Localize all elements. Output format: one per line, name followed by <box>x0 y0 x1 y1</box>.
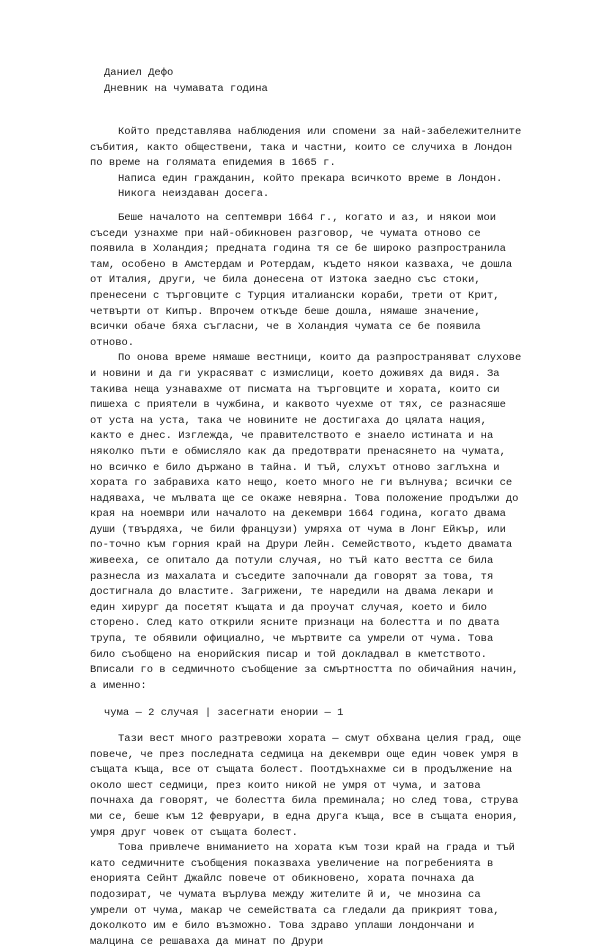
book-title: Дневник на чумавата година <box>104 83 268 95</box>
intro-paragraph: Никога неиздаван досега. <box>118 188 270 201</box>
intro-paragraph: Който представлява наблюдения или спомени за най-забележителните събития, както обществени, така и частни, които се случиха в Лондон по време на голямата епидемия в 1665 г. <box>90 126 522 170</box>
body-paragraph: По онова време нямаше вестници, които да разпространяват слухове и новини и да ги украсяват с измислици, което доживях да видя. За такива неща узнавахме от писмата на търговците и хората, които си пишеха с приятели в чужбина, и каквото чуехме от тях, се разнасяше от уста на уста, така че новините не достигаха до цялата нация, както е днес. Изглежда, че правителството е знаело истината и на няколко пъти е обмисляло как да предотврати пренасянето на чумата, но всичко е било държано в тайна. И тъй, слухът отново заглъхна и хората го забравиха като нещо, което много не ги вълнува; всички се надяваха, че мълвата ще се окаже невярна. Това положение продължи до края на ноември или началото на декември 1664 година, когато двама души (твърдяха, че били французи) умряха от чума в Лонг Ейкър, или по-точно към горния край на Друри Лейн. Семейството, където двамата живееха, се опитало да потули случая, но тъй като вестта се била разнесла из махалата и съседите започнали да говорят за това, тя достигнала до властите. Загрижени, те наредили на двама лекари и един хирург да посетят къщата и да проучат случая, което и било сторено. След като открили ясните признаци на болестта и по двата трупа, те обявили официално, че мъртвите са умрели от чума. Това било съобщено на енорийския писар и той докладвал в кметството. Вписали го в седмичното съобщение за смъртността по обичайния начин, а именно: <box>90 352 522 692</box>
main-text <box>90 211 522 950</box>
intro-section <box>90 125 522 203</box>
author-name: Даниел Дефо <box>104 67 174 79</box>
body-paragraph: Това привлече вниманието на хората към този край на града и тъй като седмичните съобщения показваха увеличение на погребенията в енорията Сейнт Джайлс повече от обикновено, хората почнаха да подозират, че чумата върлува между жителите й и, че мнозина са умрели от чума, макар че семействата са гледали да прикрият това, доколкото им е било възможно. Това здраво уплаши лондончани и малцина се решаваха да минат по Друри <box>90 842 515 948</box>
intro-paragraph: Написа един гражданин, който прекара всичкото време в Лондон. <box>118 172 503 185</box>
mortality-bill-line: чума — 2 случая | засегнати енории — 1 <box>104 707 344 720</box>
body-paragraph: Беше началото на септември 1664 г., когато и аз, и някои мои съседи узнахме при най-обикновен разговор, че чумата отново се появила в Холандия; предната година тя се бе широко разпространила там, особено в Амстердам и Ротердам, където някои казваха, че дошла от Италия, други, че била донесена от Изтока заедно със стоки, пренесени с търговците с Турция италиански кораби, трети от Крит, четвърти от Кипър. Впрочем откъде беше дошла, нямаше значение, всички обаче бяха съгласни, че в Холандия чумата се бе появила отново. <box>90 212 513 349</box>
body-paragraph: Тази вест много разтревожи хората — смут обхвана целия град, още повече, че през последната седмица на декември още един човек умря в същата къща, все от същата болест. Поотдъхнахме си в продължение на около шест седмици, през които никой не умря от чума, и затова почнаха да говорят, че болестта била преминала; но след това, струва ми се, беше към 12 февруари, в една друга къща, все в същата енория, умря друг човек от същата болест. <box>90 733 522 839</box>
